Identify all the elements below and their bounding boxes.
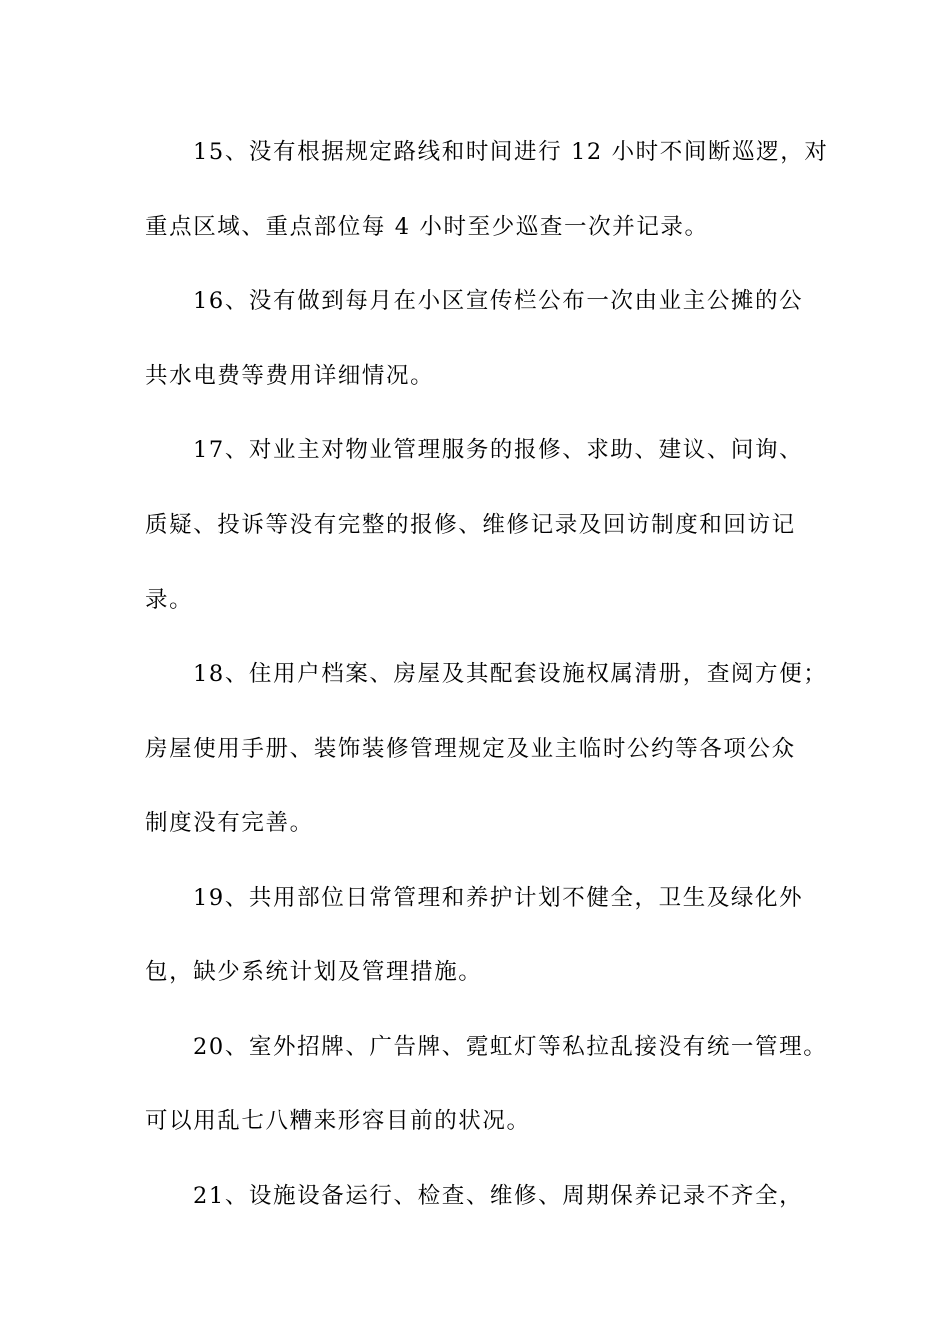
paragraph-16-line-1: 16、没有做到每月在小区宣传栏公布一次由业主公摊的公 <box>193 288 804 314</box>
paragraph-17-line-1: 17、对业主对物业管理服务的报修、求助、建议、问询、 <box>193 437 804 463</box>
paragraph-16-line-2: 共水电费等费用详细情况。 <box>145 363 435 389</box>
paragraph-15-line-2: 重点区域、重点部位每 4 小时至少巡查一次并记录。 <box>145 214 709 240</box>
paragraph-20-line-2: 可以用乱七八糟来形容目前的状况。 <box>145 1108 531 1134</box>
paragraph-17-line-2: 质疑、投诉等没有完整的报修、维修记录及回访制度和回访记 <box>145 512 796 538</box>
paragraph-17-line-3: 录。 <box>145 587 194 613</box>
paragraph-20-line-1: 20、室外招牌、广告牌、霓虹灯等私拉乱接没有统一管理。 <box>193 1034 828 1060</box>
paragraph-18-line-1: 18、住用户档案、房屋及其配套设施权属清册，查阅方便； <box>193 661 828 687</box>
paragraph-19-line-1: 19、共用部位日常管理和养护计划不健全，卫生及绿化外 <box>193 885 804 911</box>
paragraph-21-line-1: 21、设施设备运行、检查、维修、周期保养记录不齐全， <box>193 1183 804 1209</box>
paragraph-18-line-3: 制度没有完善。 <box>145 810 314 836</box>
paragraph-19-line-2: 包，缺少系统计划及管理措施。 <box>145 959 483 985</box>
paragraph-18-line-2: 房屋使用手册、装饰装修管理规定及业主临时公约等各项公众 <box>145 736 796 762</box>
paragraph-15-line-1: 15、没有根据规定路线和时间进行 12 小时不间断巡逻，对 <box>193 139 829 165</box>
